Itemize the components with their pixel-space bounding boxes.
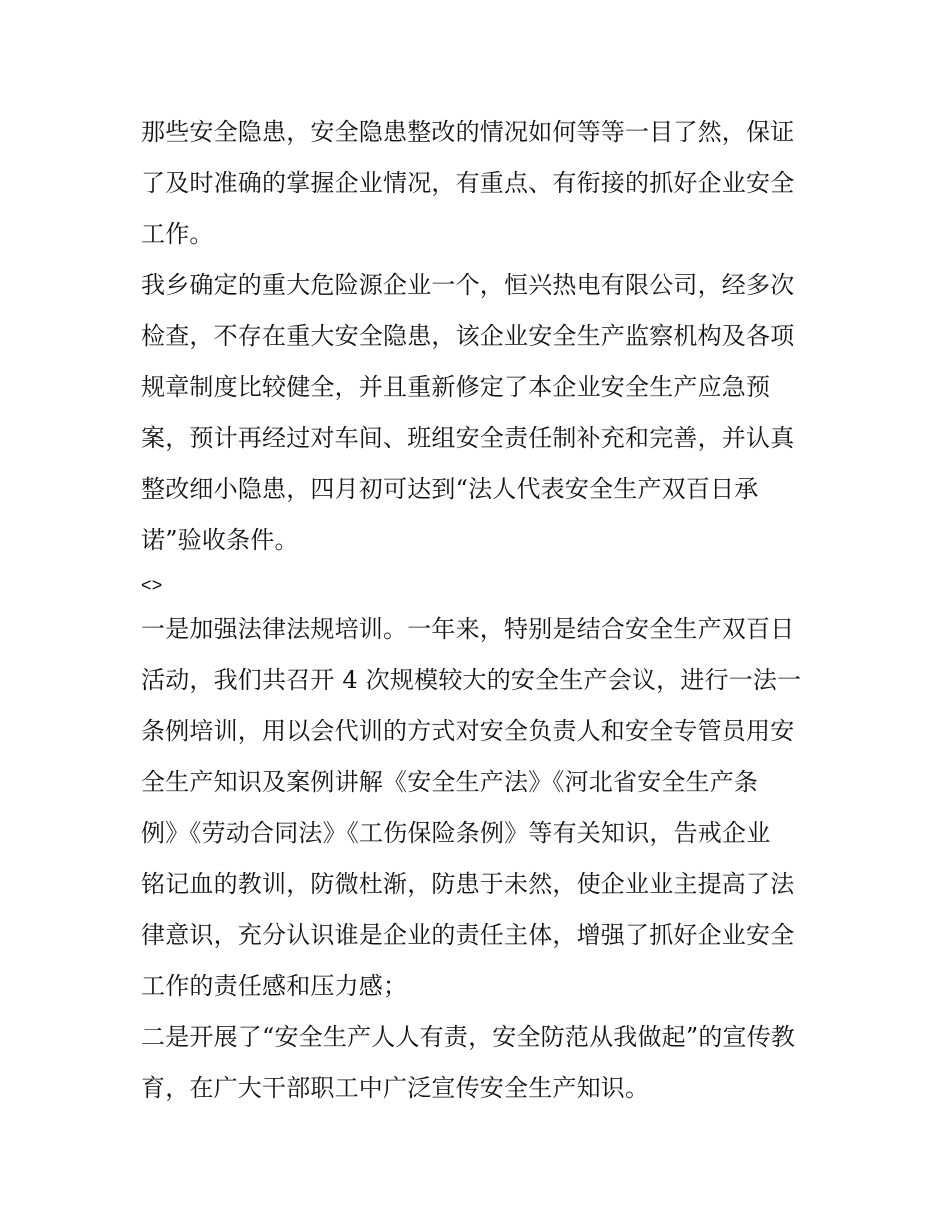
paragraph-legal-training [141, 604, 813, 1012]
text-line: 那些安全隐患，安全隐患整改的情况如何等等一目了然，保证 [141, 118, 795, 146]
paragraph-safety-campaign [141, 1012, 813, 1114]
text-line: 全生产知识及案例讲解《安全生产法》《河北省安全生产条 [141, 768, 759, 796]
section-marker: <> [141, 575, 163, 595]
text-line: 一是加强法律法规培训。一年来，特别是结合安全生产双百日 [141, 615, 795, 643]
text-line: 了及时准确的掌握企业情况，有重点、有衔接的抓好企业安全 [141, 169, 795, 197]
text-line: 诺”验收条件。 [141, 526, 299, 554]
text-line: 工作的责任感和压力感； [141, 972, 408, 1000]
text-line: 条例培训，用以会代训的方式对安全负责人和安全专管员用安 [141, 717, 795, 745]
text-line: 育，在广大干部职工中广泛宣传安全生产知识。 [141, 1074, 650, 1102]
paragraph-hazard-overview [141, 107, 813, 260]
text-line: 我乡确定的重大危险源企业一个，恒兴热电有限公司，经多次 [141, 271, 795, 299]
text-line: 整改细小隐患，四月初可达到“法人代表安全生产双百日承 [141, 475, 759, 503]
text-line: 检查，不存在重大安全隐患，该企业安全生产监察机构及各项 [141, 322, 795, 350]
document-body [141, 107, 813, 1114]
text-line: 二是开展了“安全生产人人有责，安全防范从我做起”的宣传教 [141, 1023, 796, 1051]
paragraph-major-hazard-enterprise [141, 260, 813, 566]
text-line: 规章制度比较健全，并且重新修定了本企业安全生产应急预 [141, 373, 771, 401]
text-line: 铭记血的教训，防微杜渐，防患于未然，使企业业主提高了法 [141, 870, 795, 898]
text-line: 例》《劳动合同法》《工伤保险条例》等有关知识，告戒企业 [141, 819, 771, 847]
text-line: 活动，我们共召开 4 次规模较大的安全生产会议，进行一法一 [141, 666, 802, 694]
text-line: 案，预计再经过对车间、班组安全责任制补充和完善，并认真 [141, 424, 795, 452]
text-line: 工作。 [141, 220, 214, 248]
text-line: 律意识，充分认识谁是企业的责任主体，增强了抓好企业安全 [141, 921, 795, 949]
